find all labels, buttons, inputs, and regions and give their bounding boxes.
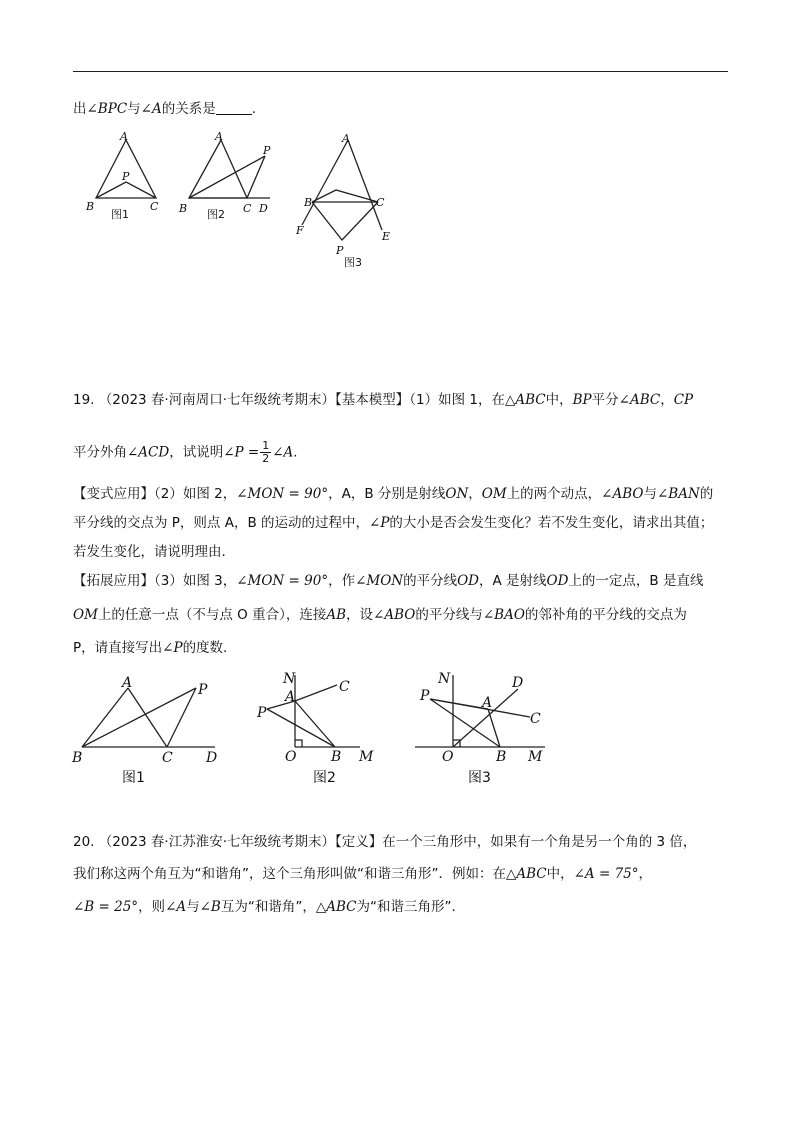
text: 上的任意一点（不与点 O 重合），连接 [97, 607, 327, 623]
math: ∠BAO [482, 607, 525, 623]
text: 的度数. [182, 640, 228, 656]
text: 与 [186, 899, 200, 915]
math: OD [457, 573, 479, 589]
q19-figure-3 [410, 665, 560, 787]
label-a: A [342, 132, 350, 145]
math: OM [73, 607, 98, 623]
label-p: P [336, 244, 344, 257]
text: ，A，B 分别是射线 [328, 486, 446, 502]
text: ，则 [138, 899, 166, 915]
label-c: C [530, 711, 541, 727]
label-a: A [215, 130, 223, 143]
label-b: B [86, 200, 95, 213]
q19-line-7 [73, 605, 687, 625]
label-n: N [438, 671, 451, 687]
text: （2）如图 2， [154, 486, 237, 502]
q20-line-1 [73, 832, 696, 852]
text: 与 [643, 486, 657, 502]
text: 的关系是 [161, 101, 216, 117]
math: ∠MON = 90° [236, 573, 329, 589]
text: 若发生变化，请说明理由. [73, 544, 226, 560]
label-a: A [285, 689, 296, 705]
math: ∠P [162, 640, 183, 656]
q20-line-3 [73, 897, 465, 917]
math: AB [326, 607, 347, 623]
caption: 图2 [313, 770, 336, 786]
text: 中， [545, 392, 573, 408]
text: . [251, 101, 257, 117]
math: ∠BAN [656, 486, 700, 502]
text: 上的一定点，B 是直线 [568, 573, 704, 589]
text: 的 [699, 486, 714, 502]
math: ∠P [369, 515, 390, 531]
label-p: P [420, 688, 430, 704]
label-b: B [496, 749, 507, 765]
text: ， [638, 866, 653, 882]
text: 为“和谐三角形”． [356, 899, 465, 915]
label-a: A [482, 695, 493, 711]
label-c: C [150, 200, 159, 213]
fraction [260, 440, 271, 465]
text: 互为“和谐角”， [220, 899, 316, 915]
math: CP [673, 392, 694, 408]
q19-line-1 [73, 390, 693, 410]
text: ，作 [328, 573, 356, 589]
math: ∠MON [355, 573, 404, 589]
label-b: B [304, 196, 313, 209]
header-rule [73, 71, 728, 72]
text: 上的两个动点， [506, 486, 602, 502]
text: 平分 [591, 392, 619, 408]
q19-line-4 [73, 513, 713, 533]
text: P，请直接写出 [73, 640, 163, 656]
label-b: B [72, 750, 83, 766]
caption: 图3 [468, 770, 491, 786]
label-b: B [179, 202, 188, 215]
answer-blank[interactable] [216, 100, 252, 115]
text: ， [660, 392, 674, 408]
text: （1）如图 1，在 [409, 392, 505, 408]
label-e: E [382, 230, 391, 243]
section-tag: 【基本模型】 [335, 392, 410, 408]
q18-figure-1 [80, 130, 170, 230]
q19-figure-1 [70, 672, 230, 787]
text: 在一个三角形中，如果有一个角是另一个角的 3 倍， [382, 834, 697, 850]
label-d: D [512, 675, 524, 691]
math: ∠B = 25° [73, 899, 139, 915]
label-c: C [339, 679, 350, 695]
section-tag: 【定义】 [335, 834, 383, 850]
math: ∠ACD [127, 444, 170, 461]
text: ， [468, 486, 482, 502]
q20-line-2 [73, 864, 652, 884]
q19-figure-2 [255, 665, 380, 787]
q19-line-2 [73, 440, 298, 465]
text: 我们称这两个角互为“和谐角”，这个三角形叫做“和谐三角形”．例如：在 [73, 866, 506, 882]
label-p: P [263, 144, 271, 157]
text: 出 [73, 101, 87, 117]
caption: 图1 [122, 770, 145, 786]
numerator: 1 [262, 439, 270, 452]
math: △ABC [505, 392, 546, 408]
denominator: 2 [262, 452, 270, 465]
section-tag: 【拓展应用】 [73, 573, 154, 589]
math: ∠A [272, 444, 294, 461]
math: BP [572, 392, 592, 408]
q19-line-3 [73, 484, 713, 504]
label-o: O [442, 749, 454, 765]
math: OM [481, 486, 507, 502]
math: ∠B [199, 899, 221, 915]
question-source: （2023 春·江苏淮安·七年级统考期末） [98, 834, 336, 850]
text: ，A 是射线 [479, 573, 547, 589]
label-c: C [376, 196, 385, 209]
math: △ABC [505, 866, 547, 882]
q18-figure-3 [290, 130, 400, 275]
q19-line-8 [73, 638, 227, 658]
label-m: M [528, 749, 543, 765]
question-source: （2023 春·河南周口·七年级统考期末） [98, 392, 336, 408]
label-a: A [122, 675, 133, 691]
math: ∠ABC [618, 392, 661, 408]
text: 的邻补角的平分线的交点为 [524, 607, 687, 623]
q18-tail-line [73, 99, 256, 119]
math: OD [546, 573, 569, 589]
math: ∠A [165, 899, 187, 915]
label-o: O [285, 749, 297, 765]
text: 的平分线 [403, 573, 458, 589]
label-d: D [206, 750, 218, 766]
angle-bpc: ∠BPC [86, 101, 128, 117]
text: 的平分线与 [415, 607, 483, 623]
caption: 图1 [111, 208, 129, 221]
text: 平分线的交点为 P，则点 A，B 的运动的过程中， [73, 515, 370, 531]
caption: 图3 [344, 256, 362, 269]
math: ∠MON = 90° [236, 486, 329, 502]
q19-line-6 [73, 571, 704, 591]
question-number: 20. [73, 834, 95, 850]
text: ，试说明 [169, 444, 224, 461]
math: △ABC [315, 899, 357, 915]
text: （3）如图 3， [154, 573, 237, 589]
label-c: C [243, 202, 252, 215]
math: ∠A = 75° [573, 866, 639, 882]
text: 与 [127, 101, 141, 117]
label-m: M [359, 749, 374, 765]
math: ON [445, 486, 469, 502]
text: . [293, 444, 298, 461]
label-p: P [257, 705, 267, 721]
text: 的大小是否会发生变化？若不发生变化，请求出其值； [389, 515, 714, 531]
label-d: D [259, 202, 268, 215]
angle-a: ∠A [140, 101, 162, 117]
label-c: C [162, 750, 173, 766]
label-f: F [296, 224, 304, 237]
math: ∠P = [223, 444, 260, 461]
text: 平分外角 [73, 444, 127, 461]
question-number: 19. [73, 392, 95, 408]
math: ∠ABO [373, 607, 416, 623]
label-p: P [198, 682, 208, 698]
label-b: B [331, 749, 342, 765]
label-p: P [122, 170, 130, 183]
q18-figure-2 [175, 130, 285, 230]
label-n: N [283, 671, 296, 687]
section-tag: 【变式应用】 [73, 486, 154, 502]
math: ∠ABO [601, 486, 644, 502]
text: 中， [546, 866, 574, 882]
label-a: A [120, 130, 128, 143]
text: ，设 [346, 607, 374, 623]
q19-line-5 [73, 542, 226, 562]
caption: 图2 [207, 208, 225, 221]
